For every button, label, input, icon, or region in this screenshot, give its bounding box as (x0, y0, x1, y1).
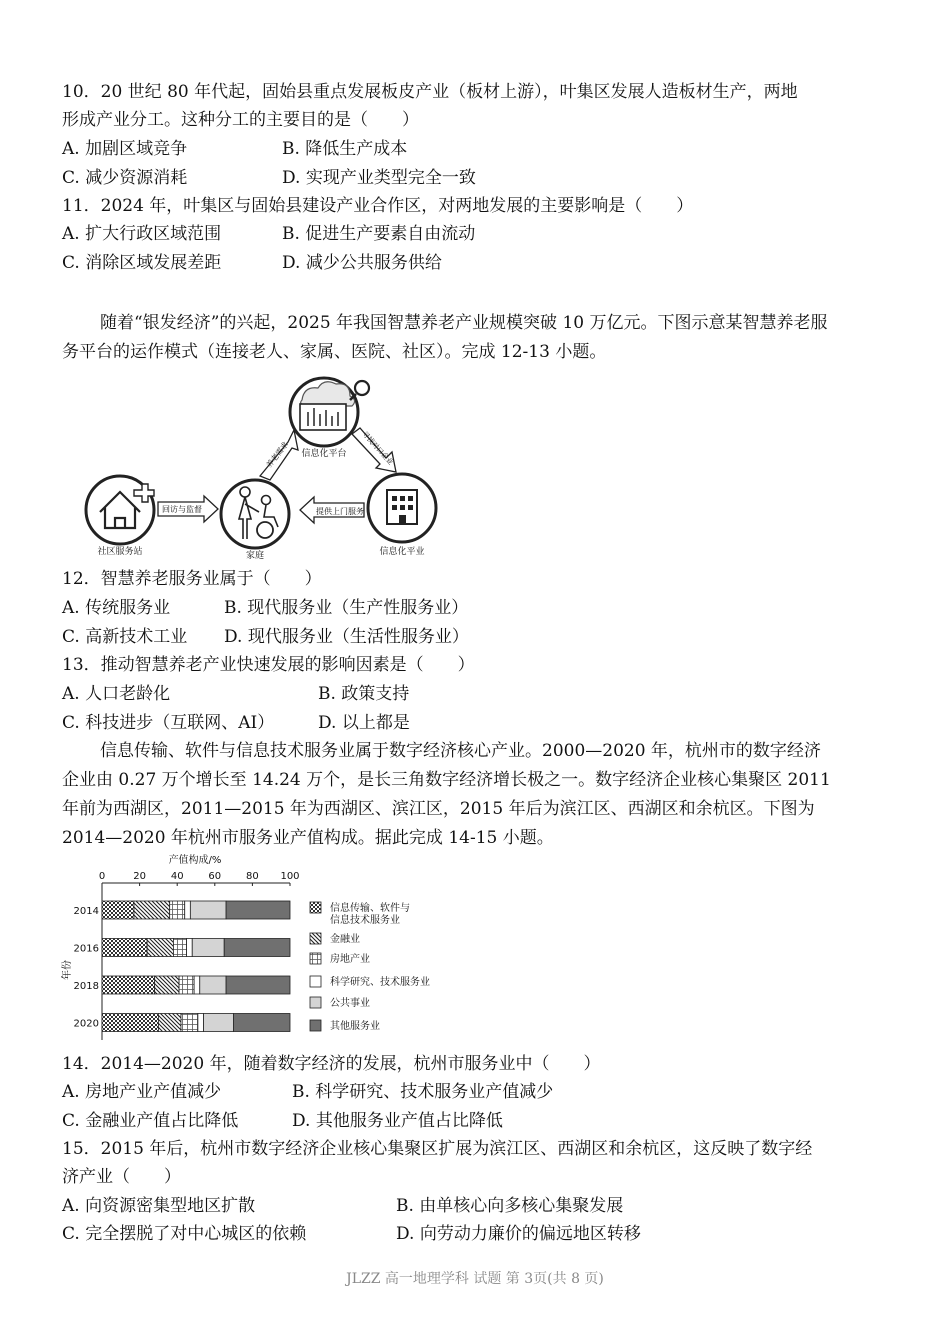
legend-swatch (310, 933, 321, 944)
bar-segment (102, 976, 155, 994)
x-tick-label: 100 (280, 871, 300, 882)
bar-segment (224, 939, 290, 957)
q15-option-b: B. 由单核心向多核心集聚发展 (396, 1196, 624, 1216)
q12-option-a: A. 传统服务业 (62, 598, 171, 618)
q12-option-c: C. 高新技术工业 (62, 627, 188, 647)
q13-option-d: D. 以上都是 (318, 713, 410, 733)
platform-label: 信息化平台 (301, 449, 347, 459)
intro1-line1: 随着“银发经济”的兴起，2025 年我国智慧养老产业规模突破 10 万亿元。下图示意某智慧养老服 (100, 313, 828, 333)
arrow-home-service (300, 497, 364, 523)
svg-text:寻找对口企业: 寻找对口企业 (360, 429, 395, 467)
q10-option-d: D. 实现产业类型完全一致 (282, 168, 476, 188)
intro1-line2: 务平台的运作模式（连接老人、家属、医院、社区）。完成 12-13 小题。 (62, 342, 607, 362)
q12-stem: 12．智慧养老服务业属于（ ） (62, 569, 322, 589)
family-label: 家庭 (245, 551, 265, 560)
intro2-line4: 2014—2020 年杭州市服务业产值构成。据此完成 14-15 小题。 (62, 828, 554, 848)
bar-segment (192, 939, 224, 957)
q14-option-a: A. 房地产业产值减少 (62, 1082, 222, 1102)
q10-stem-line2: 形成产业分工。这种分工的主要目的是（ ） (62, 110, 419, 130)
svg-text:提供上门服务: 提供上门服务 (316, 507, 364, 516)
arrow-find-enterprise (352, 428, 396, 472)
q14-option-c: C. 金融业产值占比降低 (62, 1111, 239, 1131)
arrow-visit-supervise (158, 496, 218, 522)
y-tick-label: 2018 (73, 981, 99, 992)
bar-segment (102, 901, 134, 919)
page-footer: JLZZ 高一地理学科 试题 第 3页(共 8 页) (346, 1271, 604, 1287)
q10-option-b: B. 降低生产成本 (282, 139, 408, 159)
q15-stem-line1: 15．2015 年后，杭州市数字经济企业核心集聚区扩展为滨江区、西湖区和余杭区，这反映了数字经 (62, 1139, 813, 1159)
bar-segment (179, 976, 194, 994)
y-tick-label: 2016 (73, 943, 99, 955)
enterprise-node (368, 474, 436, 542)
legend-label: 金融业 (330, 934, 360, 945)
bar-segment (155, 976, 179, 994)
q10-option-a: A. 加剧区域竞争 (62, 139, 188, 159)
q15-option-c: C. 完全摆脱了对中心城区的依赖 (62, 1224, 307, 1244)
bar-segment (134, 901, 170, 919)
q13-option-c: C. 科技进步（互联网、AI） (62, 713, 275, 733)
family-node (221, 480, 289, 548)
enterprise-label: 信息化平业 (379, 547, 425, 557)
y-axis-title: 年份 (62, 960, 73, 980)
q14-stem: 14．2014—2020 年，随着数字经济的发展，杭州市服务业中（ ） (62, 1054, 601, 1074)
intro2-line1: 信息传输、软件与信息技术服务业属于数字经济核心产业。2000—2020 年，杭州市的数字经济 (100, 741, 821, 761)
x-axis-title: 产值构成/% (168, 855, 222, 866)
legend-label: 信息技术服务业 (330, 915, 400, 926)
legend-label: 其他服务业 (330, 1021, 380, 1032)
bar-segment (170, 901, 185, 919)
q11-option-c: C. 消除区域发展差距 (62, 253, 222, 273)
bar-segment (102, 939, 147, 957)
elder-icon (262, 496, 271, 505)
community-label: 社区服务站 (97, 547, 143, 557)
elderly-care-platform-diagram (80, 368, 460, 560)
caregiver-icon (240, 487, 250, 497)
bar-segment (181, 1014, 198, 1032)
q14-option-b: B. 科学研究、技术服务业产值减少 (292, 1082, 554, 1102)
y-tick-label: 2014 (73, 906, 99, 917)
bar-segment (187, 939, 193, 957)
x-tick-label: 80 (246, 871, 259, 882)
bar-segment (198, 1014, 204, 1032)
legend-swatch (310, 976, 321, 987)
magnifier-icon (355, 381, 369, 395)
legend-swatch (310, 997, 321, 1008)
legend-label: 科学研究、技术服务业 (330, 977, 430, 988)
bar-segment (204, 1014, 234, 1032)
legend-swatch (310, 953, 321, 964)
bar-segment (194, 976, 200, 994)
community-node (86, 476, 154, 544)
monitor-icon (300, 404, 346, 430)
x-tick-label: 20 (133, 871, 146, 882)
bar-segment (200, 976, 226, 994)
q13-option-b: B. 政策支持 (318, 684, 410, 704)
q11-stem: 11．2024 年，叶集区与固始县建设产业合作区，对两地发展的主要影响是（ ） (62, 196, 694, 216)
intro2-line2: 企业由 0.27 万个增长至 14.24 万个，是长三角数字经济增长极之一。数字经济企业核心集聚区 2011 (62, 770, 831, 790)
q15-option-a: A. 向资源密集型地区扩散 (62, 1196, 256, 1216)
bar-segment (173, 939, 186, 957)
q11-option-a: A. 扩大行政区域范围 (62, 224, 222, 244)
svg-text:养老需求: 养老需求 (264, 440, 291, 470)
legend-label: 公共事业 (330, 998, 370, 1009)
q10-stem-line1: 10．20 世纪 80 年代起，固始县重点发展板皮产业（板材上游），叶集区发展人造板材生产，两地 (62, 82, 798, 102)
q11-option-d: D. 减少公共服务供给 (282, 253, 442, 273)
q14-option-d: D. 其他服务业产值占比降低 (292, 1111, 503, 1131)
q12-option-b: B. 现代服务业（生产性服务业） (224, 598, 469, 618)
q10-option-c: C. 减少资源消耗 (62, 168, 188, 188)
bar-segment (158, 1014, 181, 1032)
q15-option-d: D. 向劳动力廉价的偏远地区转移 (396, 1224, 641, 1244)
q13-stem: 13．推动智慧养老产业快速发展的影响因素是（ ） (62, 655, 475, 675)
q12-option-d: D. 现代服务业（生活性服务业） (224, 627, 469, 647)
y-tick-label: 2020 (73, 1018, 99, 1030)
bar-segment (147, 939, 173, 957)
intro2-line3: 年前为西湖区，2011—2015 年为西湖区、滨江区，2015 年后为滨江区、西湖区和余杭区。下图为 (62, 799, 815, 819)
bar-segment (102, 1014, 158, 1032)
service-industry-structure-chart (55, 852, 475, 1044)
x-tick-label: 40 (170, 871, 184, 882)
bar-segment (226, 901, 290, 919)
arrow-elderly-need (260, 430, 298, 480)
q15-stem-line2: 济产业（ ） (62, 1167, 181, 1187)
x-tick-label: 0 (98, 871, 106, 882)
x-tick-label: 60 (208, 871, 222, 882)
legend-swatch (310, 902, 321, 913)
bar-segment (190, 901, 226, 919)
bar-segment (185, 901, 191, 919)
q13-option-a: A. 人口老龄化 (62, 684, 171, 704)
svg-text:回访与监督: 回访与监督 (162, 505, 202, 514)
bar-segment (234, 1014, 290, 1032)
q11-option-b: B. 促进生产要素自由流动 (282, 224, 476, 244)
legend-label: 信息传输、软件与 (330, 903, 410, 914)
legend-swatch (310, 1020, 321, 1031)
bar-segment (226, 976, 290, 994)
legend-label: 房地产业 (330, 954, 370, 965)
